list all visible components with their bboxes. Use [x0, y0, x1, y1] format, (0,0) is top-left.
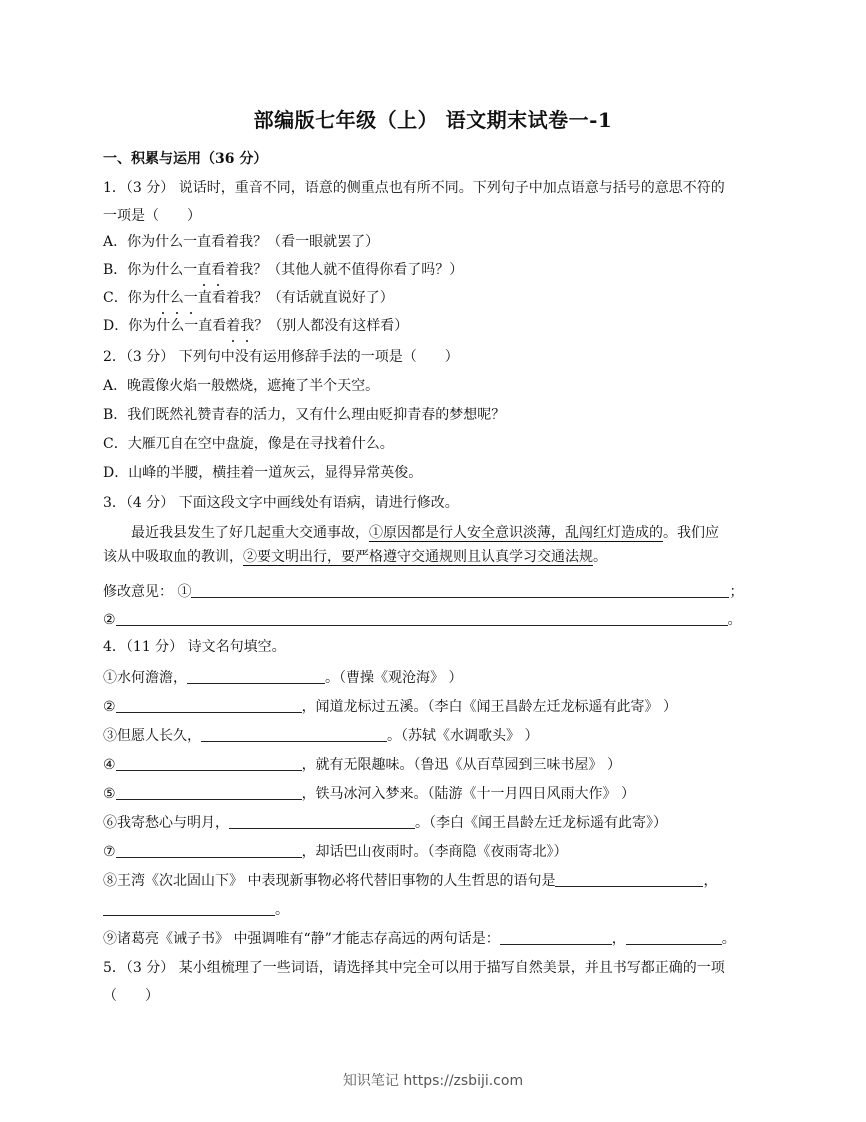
q4-text: ⑥我寄愁心与明月，: [103, 815, 229, 831]
q1-b-text: B．你为什么一: [103, 262, 198, 278]
q1-b-text-end: 着我？（其他人就不值得你看了吗？）: [225, 262, 464, 278]
underlined-sentence-2: ②要文明出行，要严格遵守交通规则且认真学习交通法规: [243, 549, 593, 565]
punct: ，: [703, 873, 718, 889]
answer-blank[interactable]: [201, 727, 387, 742]
q4-text: ⑤: [103, 786, 116, 802]
emphasis-char: 么: [169, 290, 184, 306]
q4-item-7: [103, 842, 568, 862]
q3-fix-line2: [103, 610, 742, 630]
answer-blank[interactable]: [187, 669, 325, 684]
q4-text: ⑧王湾《次北固山下》 中表现新事物必将代替旧事物的人生哲思的语句是: [103, 873, 556, 889]
q4-item-3: [103, 726, 538, 746]
emphasis-char: 看: [211, 262, 226, 278]
q4-item-8: [103, 871, 717, 891]
emphasis-char: 着: [226, 318, 241, 334]
q4-item-1: [103, 668, 462, 688]
q2-option-a: A．晚霞像火焰一般燃烧，遮掩了半个天空。: [103, 378, 380, 394]
footer-watermark: 知识笔记 https://zsbiji.com: [342, 1073, 524, 1089]
q4-text-end: 。（曹操《观沧海》 ）: [325, 670, 463, 686]
q1-a-text: A．你为什么一直看着我？（看一眼就罢了）: [103, 234, 380, 250]
q4-item-9: [103, 929, 736, 949]
q1-stem-line1: 1．（3 分） 说话时，重音不同，语意的侧重点也有所不同。下列句子中加点语意与括号的意思不符的: [103, 180, 725, 196]
q4-text: ①水何澹澹，: [103, 670, 187, 686]
answer-blank[interactable]: [191, 583, 729, 598]
q3-paragraph-line2: [103, 547, 607, 567]
emphasis-char: 直: [197, 262, 212, 278]
q4-item-2: [103, 697, 677, 717]
q4-item-4: [103, 755, 621, 775]
emphasis-char: 我: [240, 318, 255, 334]
q1-c-text: C．你为: [103, 290, 156, 306]
q3-text-end: 。: [593, 549, 607, 565]
answer-blank[interactable]: [116, 698, 302, 713]
fix-number: ②: [103, 612, 116, 628]
q3-stem: 3．（4 分） 下面这段文字中画线处有语病，请进行修改。: [103, 495, 459, 511]
answer-blank[interactable]: [626, 930, 722, 945]
q1-c-text-end: 直看着我？（有话就直说好了）: [197, 290, 394, 306]
q1-option-b: [103, 260, 463, 280]
q1-option-d: [103, 316, 408, 336]
answer-blank[interactable]: [116, 843, 302, 858]
q4-item-6: [103, 813, 667, 833]
punct: 。: [721, 931, 736, 947]
q1-stem-line2: 一项是（ ）: [103, 208, 201, 224]
emphasis-char: 什: [155, 290, 170, 306]
punct: ；: [729, 584, 744, 600]
q2-option-d: D．山峰的半腰，横挂着一道灰云，显得异常英俊。: [103, 465, 423, 481]
underlined-sentence-1: ①原因都是行人安全意识淡薄，乱闯红灯造成的: [369, 525, 663, 541]
q4-text: ③但愿人长久，: [103, 728, 201, 744]
q1-option-c: [103, 288, 394, 308]
punct: 。: [727, 612, 742, 628]
q4-text: ⑨诸葛亮《诫子书》 中强调唯有“静”才能志存高远的两句话是：: [103, 931, 500, 947]
q3-text: 最近我县发生了好几起重大交通事故，: [131, 525, 369, 541]
q1-d-text: D．你为什么一直看: [103, 318, 227, 334]
q4-text-end: 。（李白《闻王昌龄左迁龙标遥有此寄》）: [415, 815, 667, 831]
q4-text-end: ，铁马冰河入梦来。（陆游《十一月四日风雨大作》 ）: [301, 786, 636, 802]
answer-blank[interactable]: [116, 785, 302, 800]
q3-text-end: 。我们应: [663, 525, 719, 541]
q1-option-a: [103, 232, 379, 252]
answer-blank[interactable]: [229, 814, 415, 829]
q4-text: ④: [103, 757, 116, 773]
section-heading: 一、积累与运用（36 分）: [103, 151, 268, 167]
q4-text: ⑦: [103, 844, 116, 860]
q4-text-end: ，闻道龙标过五溪。（李白《闻王昌龄左迁龙标遥有此寄》 ）: [301, 699, 678, 715]
punct: ，: [611, 931, 626, 947]
answer-blank[interactable]: [116, 611, 728, 626]
q4-text-end: 。（苏轼《水调歌头》 ）: [387, 728, 539, 744]
q2-option-b: B．我们既然礼赞青春的活力，又有什么理由贬抑青春的梦想呢？: [103, 407, 506, 423]
q5-stem-line1: 5．（3 分） 某小组梳理了一些词语，请选择其中完全可以用于描写自然美景，并且书写都正确的一项: [103, 960, 725, 976]
q2-stem: 2．（3 分） 下列句中没有运用修辞手法的一项是（ ）: [103, 349, 459, 365]
q2-option-c: C．大雁兀自在空中盘旋，像是在寻找着什么。: [103, 436, 394, 452]
answer-blank[interactable]: [116, 756, 302, 771]
fix-number: ①: [177, 584, 192, 600]
q4-item-8-cont: [103, 900, 289, 920]
page-title: 部编版七年级（上） 语文期末试卷一-1: [253, 108, 613, 132]
fix-label: 修改意见：: [103, 584, 173, 600]
q3-paragraph-line1: [131, 523, 719, 543]
emphasis-char: 一: [183, 290, 198, 306]
q4-text-end: ，就有无限趣味。（鲁迅《从百草园到三味书屋》 ）: [301, 757, 622, 773]
answer-blank[interactable]: [555, 872, 703, 887]
q1-d-text-end: ？（别人都没有这样看）: [254, 318, 409, 334]
answer-blank[interactable]: [103, 901, 275, 916]
q3-fix-line1: [103, 582, 743, 602]
q4-text: ②: [103, 699, 116, 715]
punct: 。: [275, 902, 289, 918]
q4-stem: 4．（11 分） 诗文名句填空。: [103, 639, 286, 655]
q5-stem-line2: （ ）: [103, 988, 159, 1004]
answer-blank[interactable]: [500, 930, 612, 945]
q3-text: 该从中吸取血的教训，: [103, 549, 243, 565]
q4-item-5: [103, 784, 635, 804]
q4-text-end: ，却话巴山夜雨时。（李商隐《夜雨寄北》）: [301, 844, 568, 860]
